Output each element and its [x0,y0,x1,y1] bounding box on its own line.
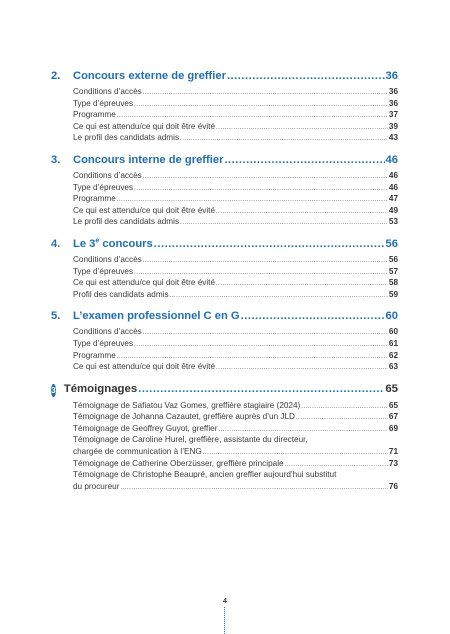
entry-label: Témoignage de Safiatou Vaz Gomes, greffière stagiaire (2024) [73,400,301,410]
toc-entry[interactable] [73,459,398,471]
entry-label: Ce qui est attendu/ce qui doit être évité [73,205,216,215]
entry-page: 36 [388,87,398,96]
toc-section-heading[interactable] [51,70,398,82]
dot-leader [296,415,388,421]
entry-label: Type d’épreuves [73,182,134,192]
section-page: 46 [385,153,398,166]
entry-label: Témoignage de Catherine Oberzüsser, greffière principale [73,458,284,468]
dot-leader [154,238,385,250]
entry-label-line2: du procureur [73,481,120,491]
toc-entry[interactable] [73,217,398,229]
title-prefix: Le 3 [73,237,96,250]
title-superscript: e [95,237,100,245]
entry-label: Profil des candidats admis [73,289,169,299]
toc-entry[interactable] [73,171,398,183]
entry-label: Témoignage de Johanna Cazautet, greffière auprès d’un JLD [73,412,295,422]
dot-leader [216,125,388,131]
toc-entry[interactable] [73,122,398,134]
dot-leader [117,113,388,119]
entry-line2 [73,482,398,494]
toc-entry[interactable] [73,327,398,339]
dot-leader [285,462,388,468]
part-page: 65 [385,383,398,396]
dot-leader [134,186,388,192]
entry-page: 46 [388,182,398,192]
entry-page: 43 [388,133,398,143]
toc-section-items [73,327,398,373]
dot-leader [120,485,387,491]
toc-entry[interactable] [73,99,398,111]
part-number-badge: 3 [51,385,56,396]
entry-page: 36 [388,98,398,108]
entry-page: 49 [388,205,398,215]
toc-section-heading[interactable] [51,154,398,166]
toc-entry[interactable] [73,412,398,424]
dot-leader [134,270,388,276]
section-number: 2. [51,70,61,82]
toc-entry[interactable] [73,470,398,493]
entry-label: Programme [73,110,116,120]
entry-label: Type d’épreuves [73,266,134,276]
dot-leader [241,310,385,322]
dot-leader [216,209,388,215]
toc-entry[interactable] [73,194,398,206]
toc-entry[interactable] [73,435,398,458]
dot-leader [224,154,384,166]
entry-page: 39 [388,121,398,131]
entry-page: 58 [388,278,398,288]
entry-label: Programme [73,194,116,204]
entry-label: Conditions d’accès [73,87,142,96]
entry-page: 73 [388,458,398,468]
dot-leader [143,90,388,96]
entry-label: Ce qui est attendu/ce qui doit être évité [73,362,216,372]
part-title: Témoignages [63,383,138,396]
dot-leader [134,102,388,108]
toc-entry[interactable] [73,290,398,302]
entry-label: Type d’épreuves [73,98,134,108]
dot-leader [134,342,388,348]
toc-part-heading[interactable] [51,383,398,396]
dot-leader [216,281,388,287]
section-page: 36 [385,70,398,82]
entry-label: Le profil des candidats admis [73,133,180,143]
section-number: 5. [51,310,61,323]
toc-entry[interactable] [73,278,398,290]
entry-page: 56 [388,254,398,264]
dot-leader [218,427,387,433]
dot-leader [180,136,388,142]
entry-page: 71 [388,447,398,457]
toc-entry[interactable] [73,351,398,363]
dot-leader [143,174,388,180]
toc-section-heading[interactable] [51,238,398,250]
section-title: Concours interne de greffier [73,153,224,166]
toc-entry[interactable] [73,339,398,351]
dot-leader [170,293,388,299]
entry-line2 [73,447,398,459]
title-suffix: concours [99,237,153,250]
entry-page: 69 [388,423,398,433]
entry-page: 46 [388,170,398,180]
entry-page: 57 [388,266,398,276]
toc-section-items [73,171,398,229]
section-page: 60 [385,310,398,323]
entry-page: 63 [388,362,398,372]
section-title: Concours externe de greffier [73,70,226,82]
dot-leader [301,404,388,410]
dot-leader [117,197,388,203]
entry-label: Le profil des candidats admis [73,217,180,227]
dot-leader [143,258,388,264]
entry-label-line2: chargée de communication à l’ENG [73,447,202,457]
entry-label: Programme [73,350,116,360]
toc-section-heading[interactable] [51,310,398,322]
entry-label: Ce qui est attendu/ce qui doit être évité [73,121,216,131]
entry-label: Conditions d’accès [73,254,142,264]
section-title [73,238,153,250]
toc-entry[interactable] [73,362,398,374]
toc-entry[interactable] [73,110,398,122]
entry-label: Conditions d’accès [73,327,142,337]
toc-entry[interactable] [73,133,398,145]
dot-leader [180,220,388,226]
dot-leader [216,365,388,371]
section-number: 4. [51,237,61,250]
entry-page: 47 [388,194,398,204]
entry-page: 61 [388,338,398,348]
entry-page: 59 [388,289,398,299]
entry-page: 62 [388,350,398,360]
toc-entry[interactable] [73,401,398,413]
section-number: 3. [51,153,61,166]
section-title: L’examen professionnel C en G [73,310,240,323]
dot-leader [117,354,388,360]
entry-page: 65 [388,400,398,410]
toc-entry[interactable] [73,183,398,195]
footer-dotted-rule [224,607,225,634]
toc-entry[interactable] [73,206,398,218]
dot-leader [143,330,388,336]
page-number: 4 [223,598,227,605]
section-page: 56 [385,237,398,250]
entry-page: 37 [388,110,398,120]
entry-page: 53 [388,217,398,227]
entry-label-line1: Témoignage de Caroline Hurel, greffière, assistante du directeur, [73,435,308,445]
table-of-contents [51,70,398,502]
toc-entry[interactable] [73,267,398,279]
entry-page: 67 [388,412,398,422]
entry-page: 60 [388,327,398,337]
toc-entry[interactable] [73,87,398,99]
toc-entry[interactable] [73,255,398,267]
toc-section-items [73,255,398,301]
dot-leader [203,450,388,456]
entry-label: Type d’épreuves [73,338,134,348]
toc-part-items [73,401,398,494]
toc-section-items [73,87,398,145]
entry-label-line1: Témoignage de Christophe Beaupré, ancien greffier aujourd’hui substitut [73,470,337,480]
entry-label: Conditions d’accès [73,170,142,180]
entry-label: Témoignage de Geoffrey Guyot, greffier [73,423,218,433]
dot-leader [227,70,385,82]
entry-page: 76 [388,481,398,491]
toc-entry[interactable] [73,424,398,436]
entry-label: Ce qui est attendu/ce qui doit être évité [73,278,216,288]
dot-leader [138,383,384,395]
